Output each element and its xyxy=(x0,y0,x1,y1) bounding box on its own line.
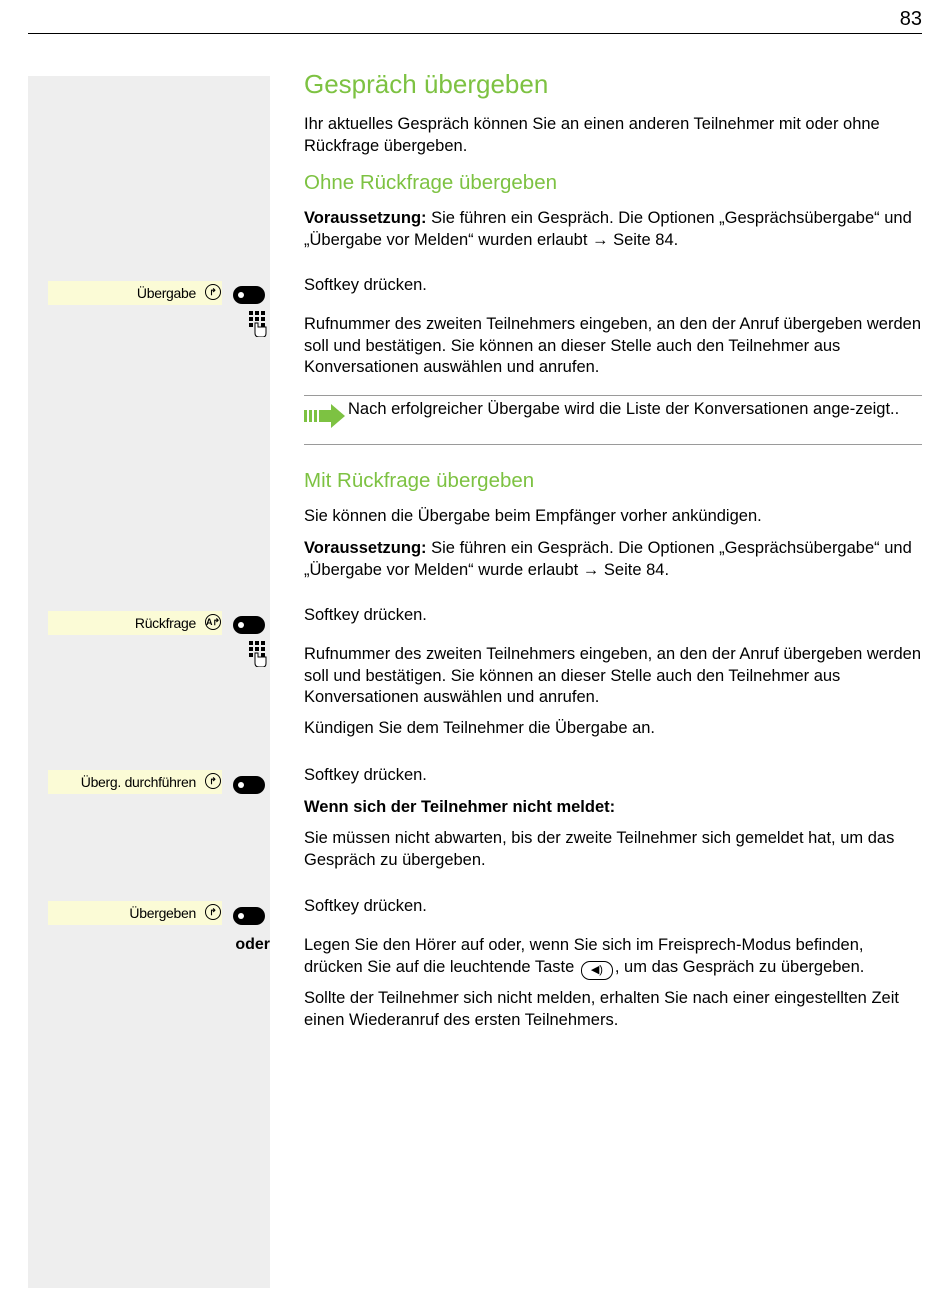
softkey-uebergabe[interactable] xyxy=(48,281,222,305)
section-intro-text: Sie können die Übergabe beim Empfänger vorher ankündigen. xyxy=(304,507,762,525)
page-number: 83 xyxy=(899,8,922,30)
subheading-no-answer: Wenn sich der Teilnehmer nicht meldet: xyxy=(304,798,616,816)
softkey-rueckfrage[interactable] xyxy=(48,611,222,635)
hangup-text-a: Legen Sie den Hörer auf oder, wenn Sie sich im Freisprech-Modus befinden, drücken Sie auf die leuchtende Taste xyxy=(304,936,864,976)
softkey-uebergabe-durchfuehren[interactable] xyxy=(48,770,222,794)
consultation-icon: A↱ xyxy=(205,614,221,630)
prerequisite-text xyxy=(304,538,924,581)
softkey-label: Überg. durchführen xyxy=(80,774,196,790)
step-text: Rufnummer des zweiten Teilnehmers eingeben, an den der Anruf übergeben werden soll und bestätigen. Sie können an dieser Stelle auch den Teilnehmer aus Konversationen auswählen und anrufen. xyxy=(304,315,922,376)
final-text: Sollte der Teilnehmer sich nicht melden, erhalten Sie nach einer eingestellten Zeit einen Wiederanruf des ersten Teilnehmers. xyxy=(304,989,899,1029)
softkey-button-icon[interactable] xyxy=(233,907,265,925)
arrow-right-icon xyxy=(304,403,346,429)
softkey-button-icon[interactable] xyxy=(233,616,265,634)
prerequisite-body: Sie führen ein Gespräch. Die Optionen „Gesprächsübergabe“ und „Übergabe vor Melden“ wurden erlaubt → Seite 84. xyxy=(304,209,912,249)
hangup-text-b: , um das Gespräch zu übergeben. xyxy=(614,957,865,976)
softkey-label: Übergeben xyxy=(129,905,196,921)
prerequisite-label: Voraussetzung: xyxy=(304,539,427,557)
page-title: Gespräch übergeben xyxy=(304,69,549,99)
step-text: Kündigen Sie dem Teilnehmer die Übergabe an. xyxy=(304,719,656,737)
softkey-button-icon[interactable] xyxy=(233,776,265,794)
step-text: Softkey drücken. xyxy=(304,606,427,624)
sidebar xyxy=(28,76,270,1288)
transfer-icon: ↱ xyxy=(205,773,221,789)
softkey-label: Übergabe xyxy=(136,285,196,301)
no-answer-text: Sie müssen nicht abwarten, bis der zweite Teilnehmer sich gemeldet hat, um das Gespräch zu übergeben. xyxy=(304,829,895,869)
prerequisite-body: Sie führen ein Gespräch. Die Optionen „Gesprächsübergabe“ und „Übergabe vor Melden“ wurde erlaubt → Seite 84. xyxy=(304,539,912,579)
intro-text: Ihr aktuelles Gespräch können Sie an einen anderen Teilnehmer mit oder ohne Rückfrage übergeben. xyxy=(304,115,880,155)
keypad-icon xyxy=(248,641,268,667)
prerequisite-text xyxy=(304,208,924,251)
step-text: Softkey drücken. xyxy=(304,276,427,294)
or-label: oder xyxy=(235,936,270,953)
transfer-icon: ↱ xyxy=(205,284,221,300)
top-rule xyxy=(28,33,922,34)
section-heading-mit-rueckfrage: Mit Rückfrage übergeben xyxy=(304,469,535,492)
prerequisite-label: Voraussetzung: xyxy=(304,209,427,227)
keypad-icon xyxy=(248,311,268,337)
softkey-label: Rückfrage xyxy=(134,615,196,631)
softkey-uebergeben[interactable] xyxy=(48,901,222,925)
section-heading-ohne-rueckfrage: Ohne Rückfrage übergeben xyxy=(304,171,558,194)
hangup-text xyxy=(304,935,924,980)
step-text: Softkey drücken. xyxy=(304,897,427,915)
step-text: Rufnummer des zweiten Teilnehmers eingeben, an den der Anruf übergeben werden soll und bestätigen. Sie können an dieser Stelle auch den Teilnehmer aus Konversationen auswählen und anrufen. xyxy=(304,645,922,706)
step-text: Softkey drücken. xyxy=(304,766,427,784)
note-text: Nach erfolgreicher Übergabe wird die Liste der Konversationen ange-zeigt.. xyxy=(348,400,900,418)
speaker-icon: ◀) xyxy=(581,961,613,980)
transfer-icon: ↱ xyxy=(205,904,221,920)
softkey-button-icon[interactable] xyxy=(233,286,265,304)
note-box xyxy=(304,395,922,445)
